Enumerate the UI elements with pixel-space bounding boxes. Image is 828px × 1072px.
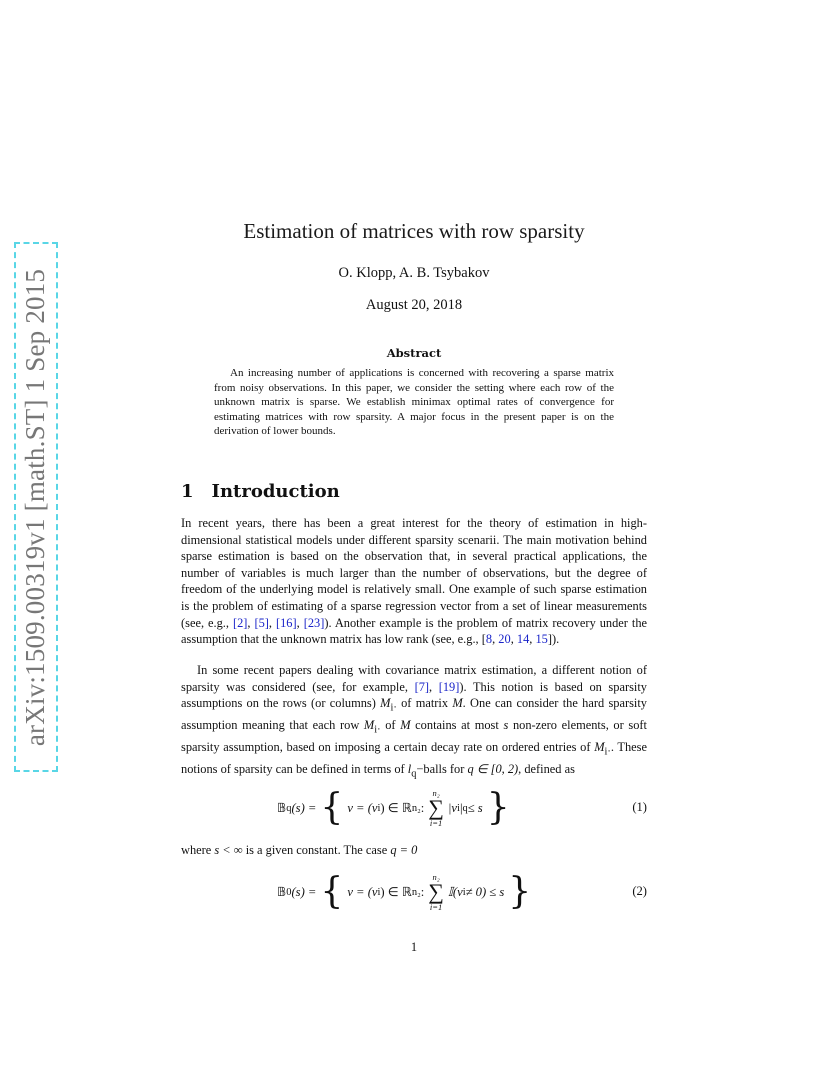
eq-lhs: 𝔹 bbox=[277, 885, 287, 899]
equation-1-content bbox=[277, 784, 514, 832]
arxiv-stamp-text: arXiv:1509.00319v1 [math.ST] 1 Sep 2015 bbox=[20, 268, 51, 746]
text-run: is a given constant. The case bbox=[242, 843, 391, 857]
eq-body: |v bbox=[447, 800, 458, 815]
eq-colon: : bbox=[420, 884, 425, 899]
text-run: , bbox=[247, 615, 255, 630]
text-run: non-zero elements, or soft sparsity assumption, based on imposing a certain decay rate on ordered entries of bbox=[181, 718, 647, 755]
math: M bbox=[452, 696, 463, 711]
text-run: ). This notion is based on sparsity assumptions on the rows (or columns) bbox=[181, 679, 647, 711]
citation-link[interactable]: 15 bbox=[535, 632, 548, 647]
math: l bbox=[407, 762, 412, 777]
citation-link[interactable]: [16] bbox=[275, 615, 297, 630]
paragraph-1 bbox=[181, 515, 647, 648]
authors: O. Klopp, A. B. Tsybakov bbox=[338, 265, 490, 281]
eq-set-rest: ) ∈ ℝ bbox=[380, 885, 412, 899]
sum-operator bbox=[428, 873, 444, 912]
paragraph-3 bbox=[181, 842, 647, 859]
section-number: 1 bbox=[181, 481, 194, 502]
text-run: . These notions of sparsity can be defined in terms of bbox=[181, 740, 648, 777]
equation-2 bbox=[181, 868, 647, 916]
sum-operator bbox=[428, 789, 444, 828]
abstract-heading: Abstract bbox=[386, 346, 442, 360]
text-run: . One can consider the hard sparsity assumption meaning that each row bbox=[181, 696, 647, 733]
sigma-icon: ∑ bbox=[428, 879, 444, 904]
math: M bbox=[400, 718, 411, 733]
eq-body-sub: i bbox=[462, 886, 466, 898]
eq-set: v = (v bbox=[347, 884, 378, 899]
eq-body-rest: ≠ 0) ≤ s bbox=[465, 884, 505, 899]
right-brace: } bbox=[486, 787, 510, 828]
math-sub: i· bbox=[604, 746, 611, 758]
right-brace: } bbox=[508, 871, 532, 912]
sum-upper: n₂ bbox=[432, 871, 440, 882]
equation-2-content bbox=[277, 868, 535, 916]
sigma-icon: ∑ bbox=[428, 795, 444, 820]
equation-1 bbox=[181, 784, 647, 832]
eq-lhs: 𝔹 bbox=[277, 801, 287, 815]
left-brace: { bbox=[320, 787, 344, 828]
page-number: 1 bbox=[410, 940, 418, 954]
section-heading bbox=[181, 481, 340, 502]
sum-lower: i=1 bbox=[429, 902, 443, 912]
eq-set-sup: n₂ bbox=[411, 802, 421, 814]
math-sub: i· bbox=[374, 724, 381, 736]
citation-link[interactable]: [19] bbox=[438, 679, 460, 694]
citation-link[interactable]: 20 bbox=[498, 632, 511, 647]
text-run: contains at most bbox=[410, 718, 504, 733]
text-run: , bbox=[492, 632, 499, 647]
paragraph-2 bbox=[181, 662, 647, 783]
equation-number: (2) bbox=[632, 884, 647, 898]
abstract-body: An increasing number of applications is concerned with recovering a sparse matrix from noisy observations. In this paper, we consider the setting where each row of the unknown matrix is sparse. We establish minimax optimal rates of convergence for estimating matrices with row sparsity. A major focus in the present paper is on the derivation of lower bounds. bbox=[214, 367, 614, 438]
math: M bbox=[594, 740, 605, 755]
text-run: , bbox=[296, 615, 304, 630]
text-run: of bbox=[380, 718, 401, 733]
citation-link[interactable]: 14 bbox=[516, 632, 530, 647]
eq-lhs-arg: (s) = bbox=[291, 884, 317, 899]
eq-set-sup: n₂ bbox=[411, 886, 421, 898]
text-run: of matrix bbox=[396, 696, 453, 711]
eq-lhs-sub: 0 bbox=[286, 886, 292, 898]
text-run: ). Another example is the problem of matrix recovery under the assumption that the unknown matrix has low rank (see, e.g., [ bbox=[181, 615, 648, 647]
eq-body-sup: q bbox=[462, 802, 468, 814]
sum-upper: n₂ bbox=[432, 787, 440, 798]
eq-lhs-sub: q bbox=[286, 802, 292, 814]
math: s < ∞ bbox=[214, 843, 243, 857]
citation-link[interactable]: [2] bbox=[232, 615, 248, 630]
text-run: −balls for bbox=[416, 762, 468, 777]
paper-title: Estimation of matrices with row sparsity bbox=[243, 219, 585, 243]
eq-set-sub: i bbox=[377, 802, 381, 814]
text-run: where bbox=[181, 843, 215, 857]
text-run: ]). bbox=[547, 632, 560, 647]
citation-link[interactable]: 8 bbox=[485, 632, 493, 647]
math: M bbox=[380, 696, 391, 711]
citation-link[interactable]: [23] bbox=[303, 615, 325, 630]
eq-set-rest: ) ∈ ℝ bbox=[380, 801, 412, 815]
eq-rel: ≤ s bbox=[467, 800, 483, 815]
equation-number: (1) bbox=[632, 800, 647, 814]
citation-link[interactable]: [7] bbox=[414, 679, 430, 694]
arxiv-stamp[interactable] bbox=[14, 242, 58, 772]
text-run: , bbox=[529, 632, 536, 647]
eq-body-sub: i bbox=[457, 802, 460, 814]
left-brace: { bbox=[320, 871, 344, 912]
eq-body: 𝕀(v bbox=[447, 885, 463, 899]
eq-colon: : bbox=[420, 800, 425, 815]
eq-body-rest: | bbox=[459, 800, 463, 815]
text-run: , bbox=[510, 632, 517, 647]
section-title: Introduction bbox=[211, 481, 340, 502]
math-sub: q bbox=[411, 768, 417, 780]
math-sub: i· bbox=[390, 702, 397, 714]
sum-lower: i=1 bbox=[429, 818, 443, 828]
text-run: , defined as bbox=[518, 762, 575, 777]
math: q = 0 bbox=[390, 843, 418, 857]
text-run: In some recent papers dealing with covariance matrix estimation, a different notion of sparsity was considered (see, for example, bbox=[181, 663, 647, 694]
date: August 20, 2018 bbox=[365, 297, 463, 313]
math: q ∈ [0, 2) bbox=[467, 762, 519, 777]
text-run: In recent years, there has been a great interest for the theory of estimation in high-dimensional statistical models under different sparsity scenarii. The main motivation behind sparse estimation is based on the observation that, in several practical applications, the number of variables is much larger than the number of observations, but the degree of freedom of the underlying model is relatively small. One example of such sparse estimation is the problem of estimating of a sparse regression vector from a set of linear measurements (see, e.g., bbox=[181, 516, 647, 630]
math: M bbox=[363, 718, 375, 733]
eq-set-sub: i bbox=[377, 886, 381, 898]
math: s bbox=[503, 718, 509, 733]
text-run: , bbox=[268, 615, 276, 630]
citation-link[interactable]: [5] bbox=[254, 615, 269, 630]
eq-lhs-arg: (s) = bbox=[291, 800, 317, 815]
eq-set: v = (v bbox=[347, 800, 378, 815]
text-run: , bbox=[429, 679, 439, 694]
